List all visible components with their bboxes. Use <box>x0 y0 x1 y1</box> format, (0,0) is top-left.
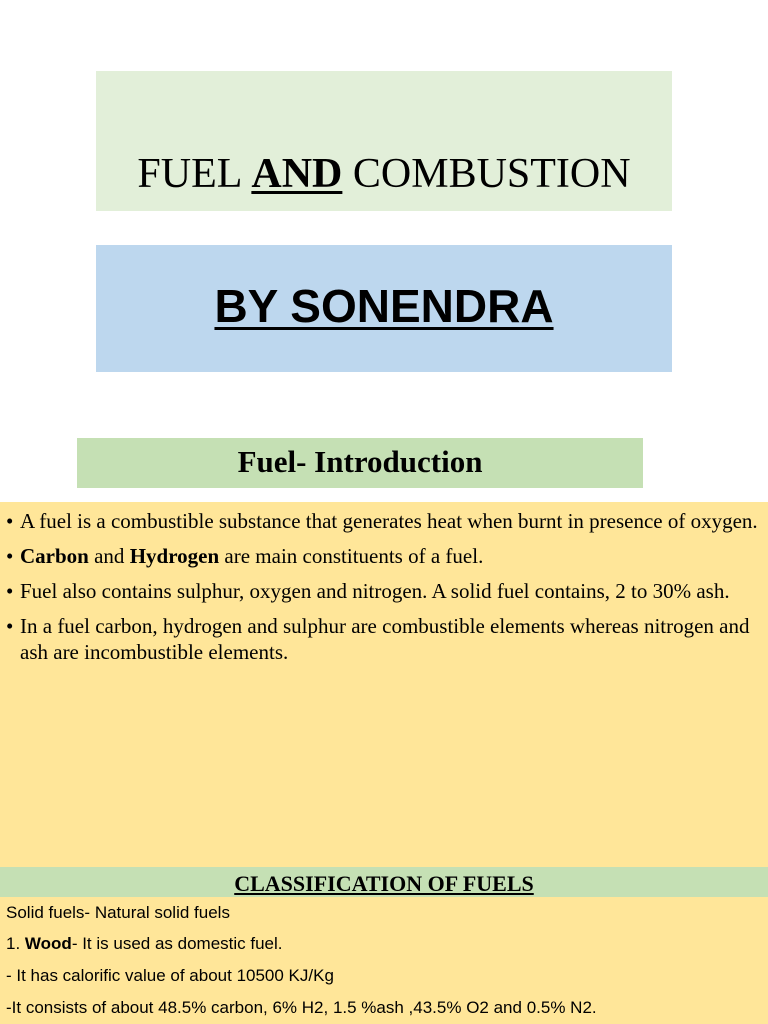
bullet-dot-icon: • <box>6 544 14 568</box>
bullet-text: A fuel is a combustible substance that generates heat when burnt in presence of oxygen. <box>20 509 758 533</box>
title-part-combustion: COMBUSTION <box>342 151 631 197</box>
line2-bold-wood: Wood <box>24 934 72 953</box>
bullet-text: Fuel also contains sulphur, oxygen and nitrogen. A solid fuel contains, 2 to 30% ash. <box>20 579 730 603</box>
classification-line-4: -It consists of about 48.5% carbon, 6% H2, 1.5 %ash ,43.5% O2 and 0.5% N2. <box>6 998 597 1017</box>
bullet-item <box>6 578 764 604</box>
bullet-bold-hydrogen: Hydrogen <box>129 544 220 568</box>
line2-rest: - It is used as domestic fuel. <box>71 934 283 953</box>
classification-line-2 <box>6 935 283 952</box>
bullet-dot-icon: • <box>6 614 14 638</box>
intro-panel <box>0 502 768 868</box>
bullet-dot-icon: • <box>6 509 14 533</box>
author-box <box>96 245 672 372</box>
line2-prefix: 1. <box>6 934 25 953</box>
bullet-text: In a fuel carbon, hydrogen and sulphur are combustible elements whereas nitrogen and ash are incombustible elements. <box>20 614 750 664</box>
intro-header <box>77 438 643 488</box>
bullet-text: are main constituents of a fuel. <box>219 544 484 568</box>
intro-heading: Fuel- Introduction <box>237 444 483 479</box>
bullet-bold-carbon: Carbon <box>20 544 89 568</box>
classification-line-1: Solid fuels- Natural solid fuels <box>6 903 230 922</box>
title-box <box>96 71 672 211</box>
title-part-and: AND <box>251 151 343 197</box>
classification-line-3: - It has calorific value of about 10500 KJ/Kg <box>6 966 334 985</box>
bullet-dot-icon: • <box>6 579 14 603</box>
classification-panel <box>0 897 768 1024</box>
document-title <box>96 153 672 195</box>
title-part-fuel: FUEL <box>137 151 252 197</box>
bullet-item <box>6 613 764 665</box>
bullet-text: and <box>88 544 130 568</box>
classification-header <box>0 867 768 897</box>
intro-bullet-list <box>6 508 764 674</box>
bullet-item <box>6 543 764 569</box>
classification-heading: CLASSIFICATION OF FUELS <box>234 871 534 896</box>
author-name: BY SONENDRA <box>214 280 554 332</box>
bullet-item <box>6 508 764 534</box>
